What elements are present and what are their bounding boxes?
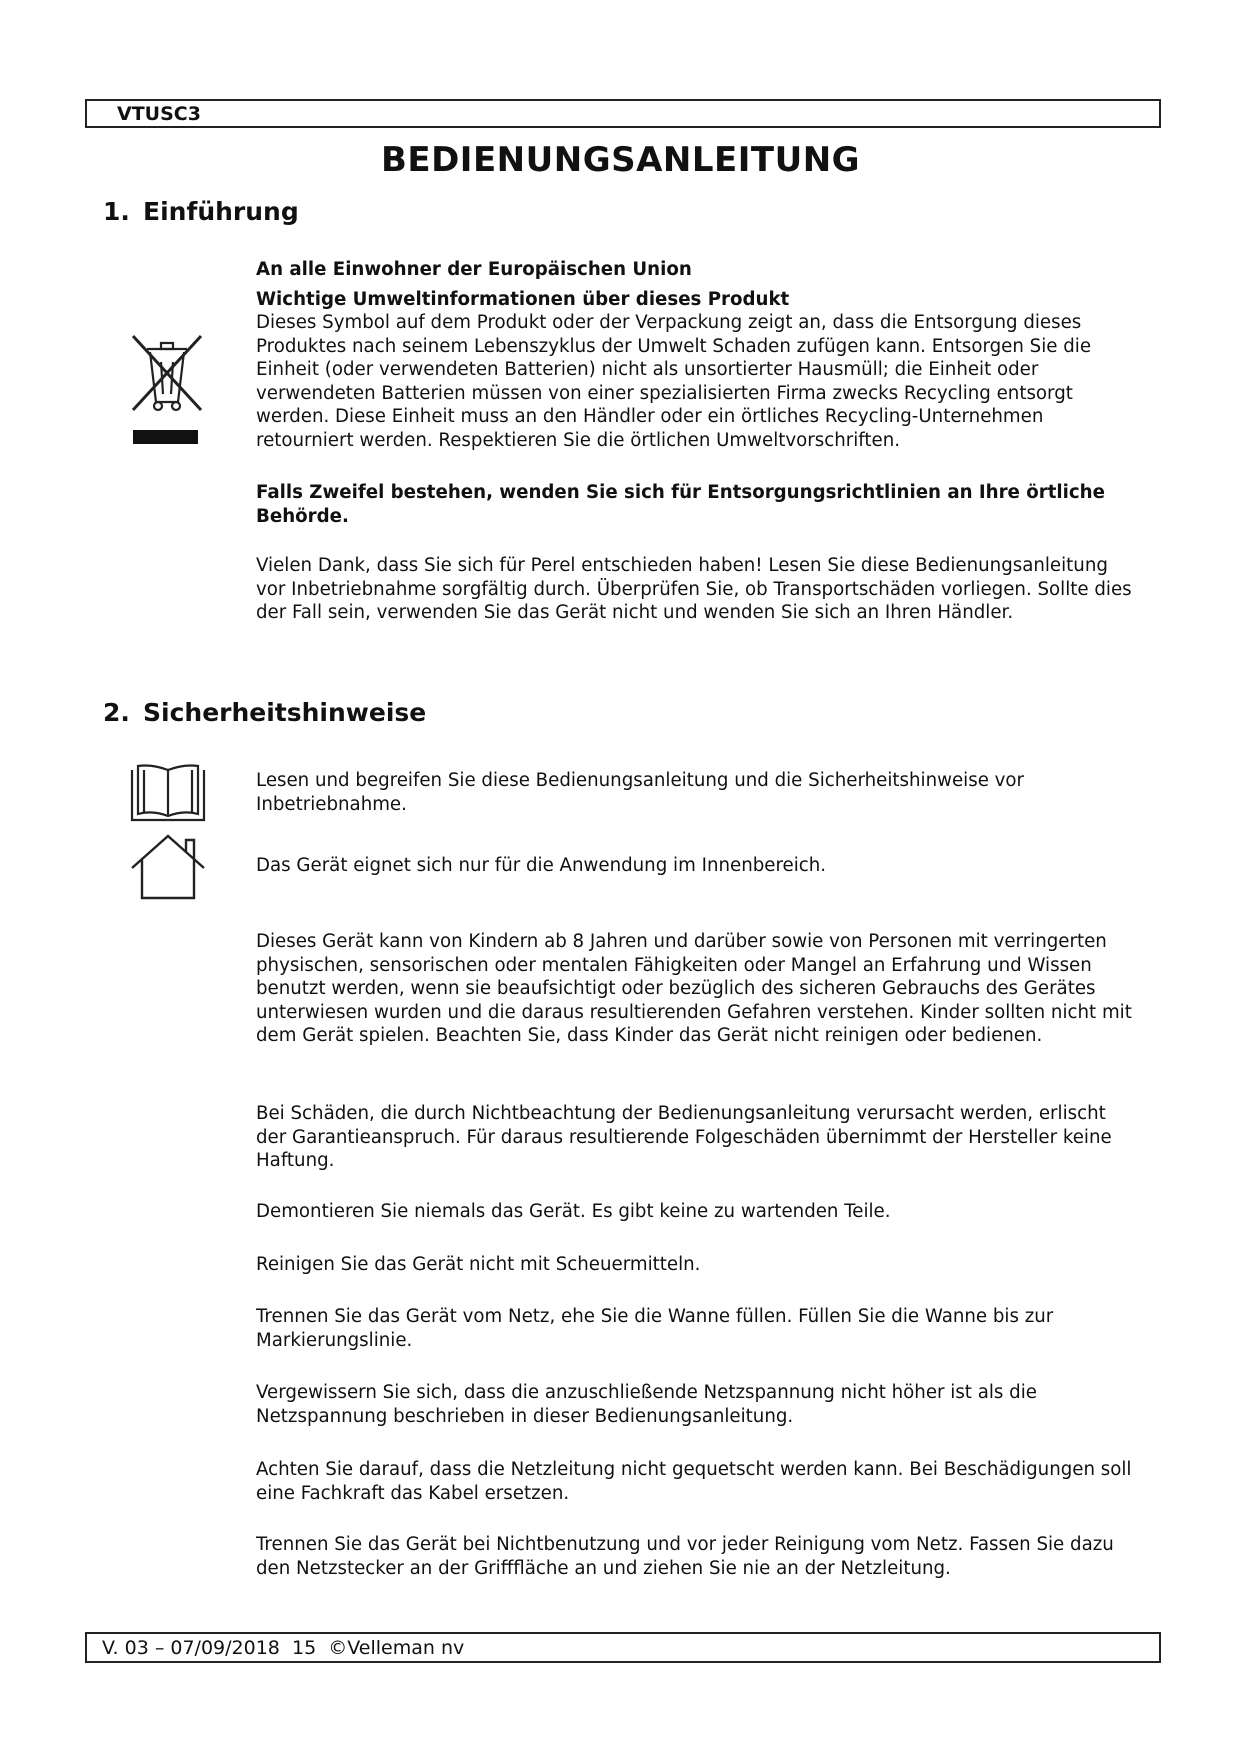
- safety-paragraph-2: Das Gerät eignet sich nur für die Anwendung im Innenbereich.: [256, 855, 827, 876]
- environment-heading: Wichtige Umweltinformationen über dieses Produkt: [256, 289, 790, 310]
- safety-paragraph-1: Lesen und begreifen Sie diese Bedienungsanleitung und die Sicherheitshinweise vor Inbetriebnahme.: [256, 770, 1025, 815]
- section-heading-safety: [103, 697, 426, 729]
- footer-version: V. 03 – 07/09/2018: [102, 1637, 280, 1659]
- authority-notice: Falls Zweifel bestehen, wenden Sie sich für Entsorgungsrichtlinien an Ihre örtliche Behörde.: [256, 482, 1105, 527]
- footer-page-number: 15: [292, 1637, 317, 1659]
- eu-residents-heading: An alle Einwohner der Europäischen Union: [256, 259, 692, 280]
- section-title: Sicherheitshinweise: [143, 698, 427, 727]
- safety-paragraph-4: Bei Schäden, die durch Nichtbeachtung der Bedienungsanleitung verursacht werden, erlischt der Garantieanspruch. Für daraus resultierende Folgeschäden übernimmt der Hersteller keine Haftung.: [256, 1103, 1112, 1172]
- indoor-house-icon: [128, 832, 208, 902]
- safety-paragraph-6: Reinigen Sie das Gerät nicht mit Scheuermitteln.: [256, 1254, 701, 1275]
- header-bar: [85, 99, 1161, 128]
- model-number: VTUSC3: [117, 103, 201, 125]
- footer-copyright: ©Velleman nv: [328, 1637, 465, 1659]
- section-heading-introduction: [103, 196, 299, 228]
- section-number: 2.: [103, 698, 130, 727]
- safety-paragraph-5: Demontieren Sie niemals das Gerät. Es gibt keine zu wartenden Teile.: [256, 1201, 891, 1222]
- section-title: Einführung: [143, 197, 299, 226]
- document-title: BEDIENUNGSANLEITUNG: [380, 140, 861, 180]
- safety-paragraph-9: Achten Sie darauf, dass die Netzleitung nicht gequetscht werden kann. Bei Beschädigungen soll eine Fachkraft das Kabel ersetzen.: [256, 1459, 1132, 1504]
- footer-bar: [85, 1632, 1161, 1663]
- safety-paragraph-7: Trennen Sie das Gerät vom Netz, ehe Sie die Wanne füllen. Füllen Sie die Wanne bis zur Markierungslinie.: [256, 1306, 1054, 1351]
- section-number: 1.: [103, 197, 130, 226]
- safety-paragraph-8: Vergewissern Sie sich, dass die anzuschließende Netzspannung nicht höher ist als die Netzspannung beschrieben in dieser Bedienungsanleitung.: [256, 1382, 1037, 1427]
- footer-info: [102, 1637, 464, 1659]
- safety-paragraph-3: Dieses Gerät kann von Kindern ab 8 Jahren und darüber sowie von Personen mit verringerten physischen, sensorischen oder mentalen Fähigkeiten oder Mangel an Erfahrung und Wissen benutzt werden, wenn sie beaufsichtigt oder bezüglich des sicheren Gebrauchs des Gerätes unterwiesen wurden und die daraus resultierenden Gefahren verstehen. Kinder sollten nicht mit dem Gerät spielen. Beachten Sie, dass Kinder das Gerät nicht reinigen oder bedienen.: [256, 931, 1132, 1047]
- manual-book-icon: [128, 762, 208, 824]
- thanks-paragraph: Vielen Dank, dass Sie sich für Perel entschieden haben! Lesen Sie diese Bedienungsanleitung vor Inbetriebnahme sorgfältig durch. Überprüfen Sie, ob Transportschäden vorliegen. Sollte dies der Fall sein, verwenden Sie das Gerät nicht und wenden Sie sich an Ihren Händler.: [256, 555, 1132, 624]
- weee-crossed-bin-icon: [127, 332, 207, 452]
- safety-paragraph-10: Trennen Sie das Gerät bei Nichtbenutzung und vor jeder Reinigung vom Netz. Fassen Sie dazu den Netzstecker an der Grifffläche an und ziehen Sie nie an der Netzleitung.: [256, 1534, 1114, 1579]
- environment-paragraph: Dieses Symbol auf dem Produkt oder der Verpackung zeigt an, dass die Entsorgung dieses Produktes nach seinem Lebenszyklus der Umwelt Schaden zufügen kann. Entsorgen Sie die Einheit (oder verwendeten Batterien) nicht als unsortierter Hausmüll; die Einheit oder verwendeten Batterien müssen von einer spezialisierten Firma zwecks Recycling entsorgt werden. Diese Einheit muss an den Händler oder ein örtliches Recycling-Unternehmen retourniert werden. Respektieren Sie die örtlichen Umweltvorschriften.: [256, 312, 1092, 451]
